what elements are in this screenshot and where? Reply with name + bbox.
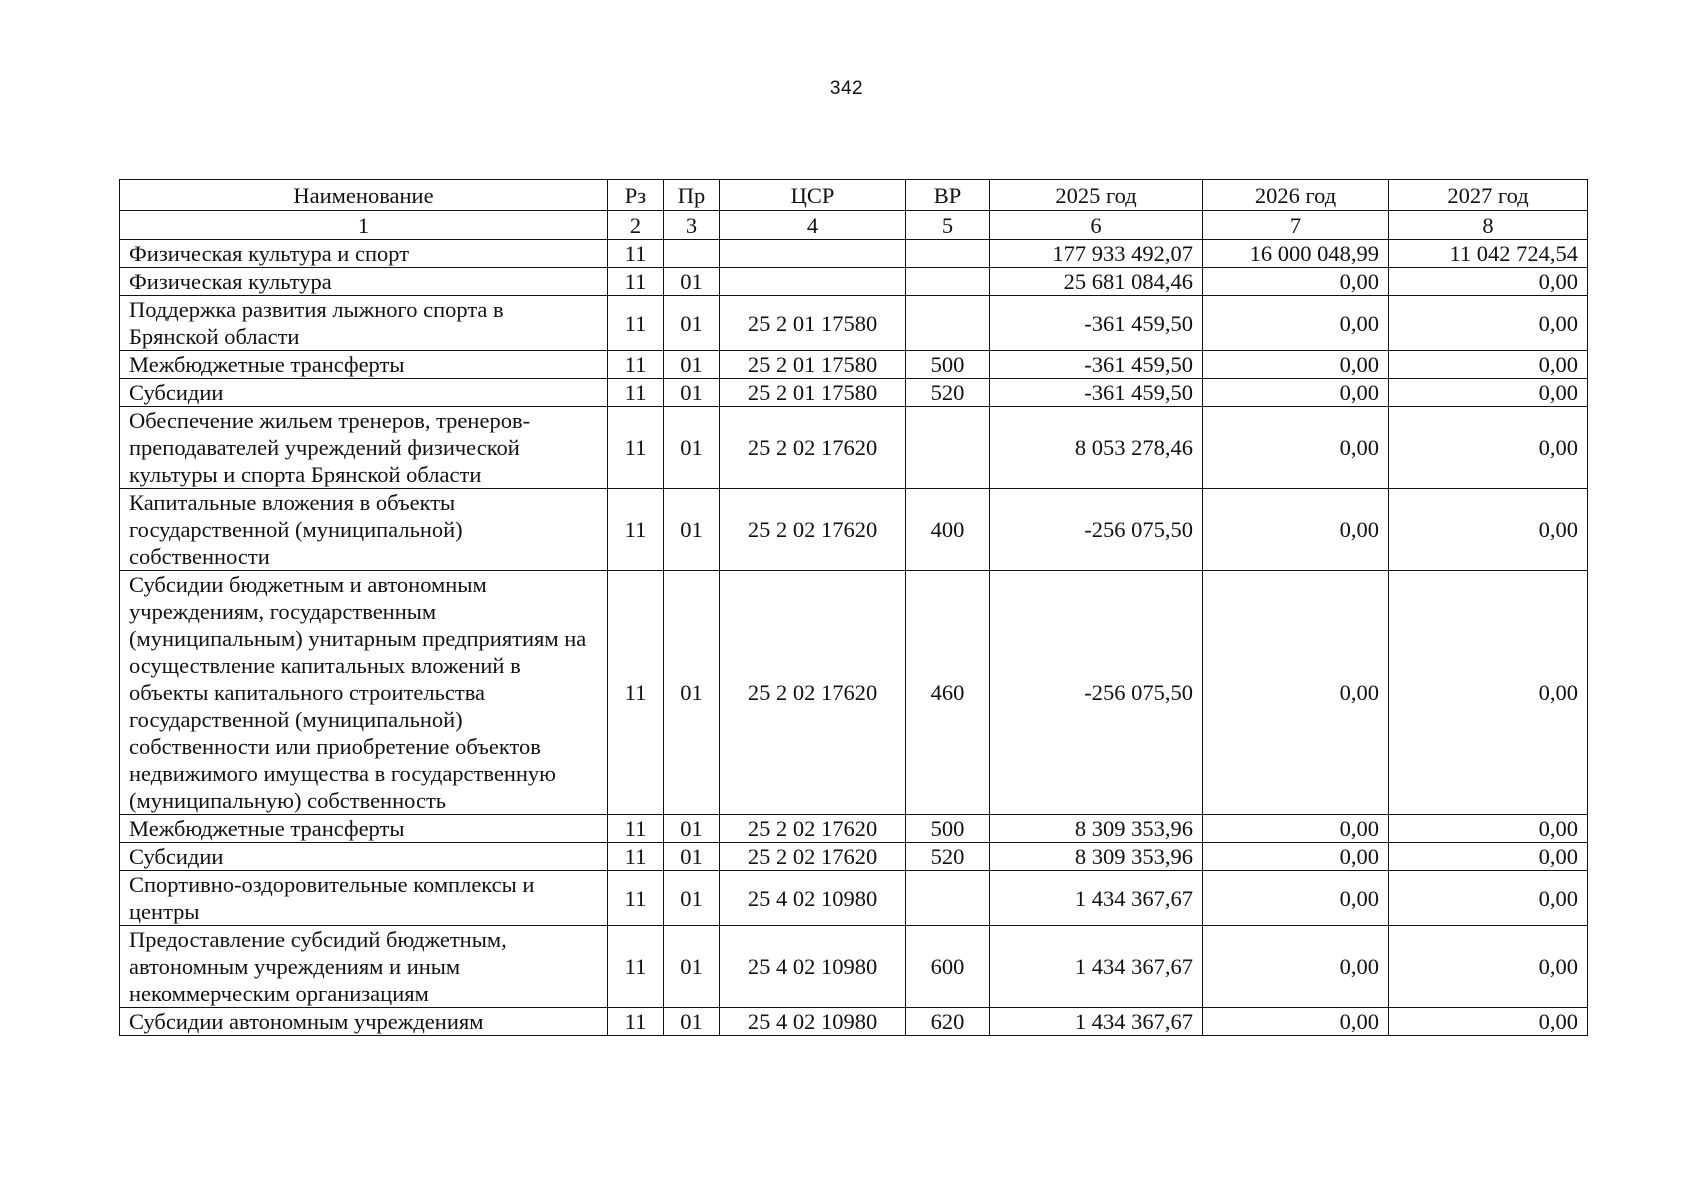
table-row [120, 296, 1588, 351]
header-row [120, 180, 1588, 211]
column-number: 8 [1389, 211, 1588, 240]
cell-rz: 11 [608, 296, 664, 351]
cell-csr: 25 2 02 17620 [720, 489, 906, 571]
column-number: 6 [990, 211, 1203, 240]
cell-pr: 01 [664, 1008, 720, 1036]
cell-vr: 520 [906, 379, 990, 407]
header-2026: 2026 год [1203, 180, 1389, 211]
column-number: 4 [720, 211, 906, 240]
cell-2025: 1 434 367,67 [990, 926, 1203, 1008]
header-2025: 2025 год [990, 180, 1203, 211]
cell-rz: 11 [608, 843, 664, 871]
page-number: 342 [829, 78, 864, 99]
cell-name: Физическая культура [120, 268, 608, 296]
cell-name: Субсидии [120, 843, 608, 871]
cell-2025: 1 434 367,67 [990, 1008, 1203, 1036]
cell-csr: 25 2 01 17580 [720, 379, 906, 407]
cell-2026: 0,00 [1203, 379, 1389, 407]
cell-pr: 01 [664, 871, 720, 926]
cell-vr: 500 [906, 351, 990, 379]
column-number: 2 [608, 211, 664, 240]
cell-2027: 0,00 [1389, 379, 1588, 407]
table-row [120, 379, 1588, 407]
cell-name: Капитальные вложения в объекты государственной (муниципальной) собственности [120, 489, 608, 571]
table-row [120, 571, 1588, 815]
cell-2026: 0,00 [1203, 268, 1389, 296]
cell-rz: 11 [608, 1008, 664, 1036]
cell-2026: 0,00 [1203, 871, 1389, 926]
table-row [120, 926, 1588, 1008]
cell-name: Спортивно-оздоровительные комплексы и центры [120, 871, 608, 926]
column-number: 7 [1203, 211, 1389, 240]
cell-pr: 01 [664, 815, 720, 843]
cell-2025: -361 459,50 [990, 351, 1203, 379]
cell-2025: 8 309 353,96 [990, 843, 1203, 871]
cell-pr: 01 [664, 296, 720, 351]
header-2027: 2027 год [1389, 180, 1588, 211]
cell-name: Физическая культура и спорт [120, 240, 608, 268]
cell-name: Предоставление субсидий бюджетным, автономным учреждениям и иным некоммерческим организациям [120, 926, 608, 1008]
cell-2027: 0,00 [1389, 351, 1588, 379]
cell-pr: 01 [664, 407, 720, 489]
cell-rz: 11 [608, 351, 664, 379]
cell-2027: 0,00 [1389, 296, 1588, 351]
cell-2025: -256 075,50 [990, 571, 1203, 815]
cell-2026: 0,00 [1203, 407, 1389, 489]
cell-csr: 25 2 02 17620 [720, 571, 906, 815]
cell-vr [906, 407, 990, 489]
cell-2026: 0,00 [1203, 489, 1389, 571]
cell-rz: 11 [608, 407, 664, 489]
column-number: 5 [906, 211, 990, 240]
cell-pr: 01 [664, 351, 720, 379]
cell-name: Межбюджетные трансферты [120, 815, 608, 843]
cell-vr: 500 [906, 815, 990, 843]
cell-2025: -361 459,50 [990, 296, 1203, 351]
cell-2025: 8 053 278,46 [990, 407, 1203, 489]
cell-rz: 11 [608, 871, 664, 926]
header-rz: Рз [608, 180, 664, 211]
cell-2027: 0,00 [1389, 843, 1588, 871]
table-row [120, 815, 1588, 843]
column-number: 3 [664, 211, 720, 240]
header-vr: ВР [906, 180, 990, 211]
table-row [120, 351, 1588, 379]
cell-vr: 620 [906, 1008, 990, 1036]
cell-pr: 01 [664, 489, 720, 571]
cell-csr [720, 268, 906, 296]
budget-table [119, 179, 1588, 1036]
cell-name: Обеспечение жильем тренеров, тренеров-преподавателей учреждений физической культуры и спорта Брянской области [120, 407, 608, 489]
cell-2026: 0,00 [1203, 296, 1389, 351]
cell-csr: 25 2 02 17620 [720, 407, 906, 489]
cell-pr [664, 240, 720, 268]
cell-name: Субсидии автономным учреждениям [120, 1008, 608, 1036]
cell-vr: 600 [906, 926, 990, 1008]
cell-csr: 25 4 02 10980 [720, 926, 906, 1008]
table-row [120, 240, 1588, 268]
cell-pr: 01 [664, 379, 720, 407]
cell-csr: 25 2 01 17580 [720, 351, 906, 379]
header-name: Наименование [120, 180, 608, 211]
cell-vr: 400 [906, 489, 990, 571]
cell-csr: 25 4 02 10980 [720, 1008, 906, 1036]
table-row [120, 268, 1588, 296]
cell-2025: 177 933 492,07 [990, 240, 1203, 268]
cell-csr: 25 2 01 17580 [720, 296, 906, 351]
cell-rz: 11 [608, 268, 664, 296]
cell-2026: 0,00 [1203, 843, 1389, 871]
cell-rz: 11 [608, 571, 664, 815]
table-row [120, 489, 1588, 571]
cell-vr [906, 268, 990, 296]
cell-pr: 01 [664, 268, 720, 296]
cell-2025: 1 434 367,67 [990, 871, 1203, 926]
cell-2025: 8 309 353,96 [990, 815, 1203, 843]
cell-csr: 25 2 02 17620 [720, 843, 906, 871]
cell-2026: 0,00 [1203, 815, 1389, 843]
table-row [120, 1008, 1588, 1036]
table-row [120, 407, 1588, 489]
column-number-row [120, 211, 1588, 240]
table-row [120, 843, 1588, 871]
cell-pr: 01 [664, 571, 720, 815]
cell-2027: 0,00 [1389, 489, 1588, 571]
cell-vr [906, 871, 990, 926]
column-number: 1 [120, 211, 608, 240]
cell-name: Межбюджетные трансферты [120, 351, 608, 379]
cell-2027: 0,00 [1389, 268, 1588, 296]
cell-2027: 0,00 [1389, 871, 1588, 926]
cell-rz: 11 [608, 926, 664, 1008]
cell-2027: 11 042 724,54 [1389, 240, 1588, 268]
cell-2026: 0,00 [1203, 571, 1389, 815]
cell-2025: -361 459,50 [990, 379, 1203, 407]
header-csr: ЦСР [720, 180, 906, 211]
cell-2025: 25 681 084,46 [990, 268, 1203, 296]
cell-vr [906, 240, 990, 268]
cell-pr: 01 [664, 843, 720, 871]
cell-rz: 11 [608, 489, 664, 571]
cell-csr [720, 240, 906, 268]
cell-2027: 0,00 [1389, 1008, 1588, 1036]
cell-2025: -256 075,50 [990, 489, 1203, 571]
cell-2026: 0,00 [1203, 1008, 1389, 1036]
cell-rz: 11 [608, 240, 664, 268]
cell-vr: 520 [906, 843, 990, 871]
cell-name: Поддержка развития лыжного спорта в Брянской области [120, 296, 608, 351]
cell-csr: 25 4 02 10980 [720, 871, 906, 926]
cell-2026: 0,00 [1203, 926, 1389, 1008]
cell-vr [906, 296, 990, 351]
cell-2026: 16 000 048,99 [1203, 240, 1389, 268]
cell-pr: 01 [664, 926, 720, 1008]
cell-2027: 0,00 [1389, 571, 1588, 815]
cell-2026: 0,00 [1203, 351, 1389, 379]
cell-2027: 0,00 [1389, 926, 1588, 1008]
cell-name: Субсидии бюджетным и автономным учреждениям, государственным (муниципальным) унитарным предприятиям на осуществление капитальных вложений в объекты капитального строительства государственной (муниципальной) собственности или приобретение объектов недвижимого имущества в государственную (муниципальную) собственность [120, 571, 608, 815]
table-row [120, 871, 1588, 926]
cell-vr: 460 [906, 571, 990, 815]
cell-2027: 0,00 [1389, 407, 1588, 489]
cell-rz: 11 [608, 379, 664, 407]
cell-name: Субсидии [120, 379, 608, 407]
cell-csr: 25 2 02 17620 [720, 815, 906, 843]
header-pr: Пр [664, 180, 720, 211]
cell-rz: 11 [608, 815, 664, 843]
cell-2027: 0,00 [1389, 815, 1588, 843]
